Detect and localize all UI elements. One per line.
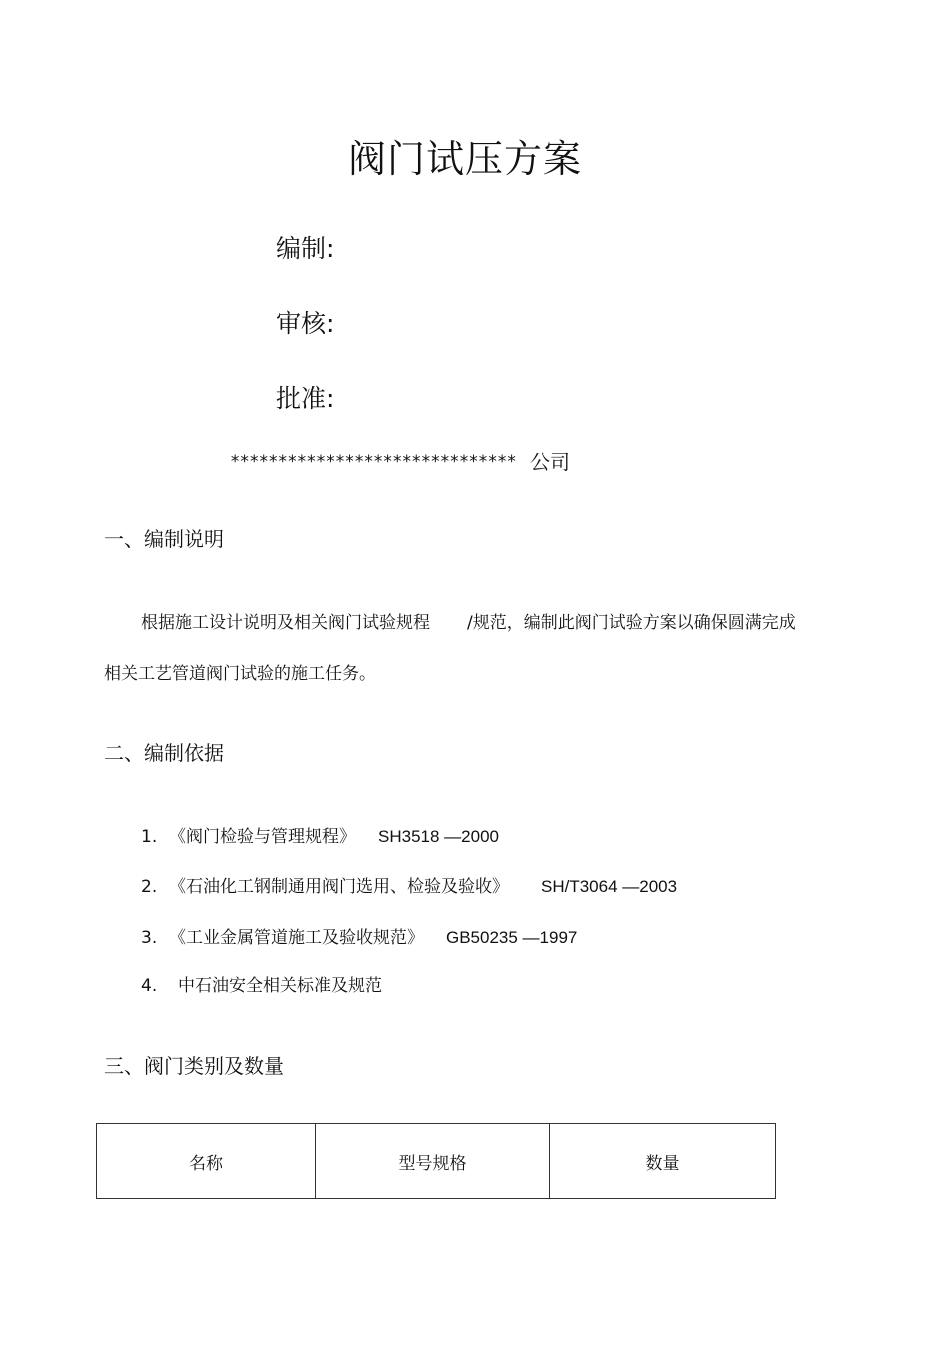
section-heading-3: 三、阀门类别及数量 [104,1054,284,1078]
reference-code: SH3518 —2000 [378,827,499,846]
reference-number: 3. [141,928,158,948]
reference-code: SH/T3064 —2003 [541,877,678,896]
reference-item [141,875,677,899]
company-name-placeholder: ****************************** [230,452,517,472]
paragraph-line-2: 相关工艺管道阀门试验的施工任务。 [104,664,376,684]
reference-title: 《工业金属管道施工及验收规范》 [169,928,424,948]
document-title: 阀门试压方案 [347,137,582,181]
reference-number: 4. [141,976,158,996]
reference-code: GB50235 —1997 [446,928,578,947]
paragraph-line-1b: /规范，编制此阀门试验方案以确保圆满完成 [467,613,796,633]
valve-table [96,1123,776,1199]
reference-item [141,926,577,950]
table-header-row [97,1124,776,1199]
section-heading-2: 二、编制依据 [104,741,224,765]
prepared-by-label: 编制: [276,234,335,263]
reference-title: 中石油安全相关标准及规范 [178,976,382,996]
reviewed-by-label: 审核: [276,309,335,338]
approved-by-label: 批准: [276,384,335,413]
reference-number: 1. [141,827,158,847]
company-suffix: 公司 [530,450,570,474]
column-header-spec: 型号规格 [316,1124,550,1199]
reference-item [141,974,382,998]
reference-title: 《阀门检验与管理规程》 [169,827,356,847]
reference-title: 《石油化工钢制通用阀门选用、检验及验收》 [169,877,509,897]
paragraph-line-1a: 根据施工设计说明及相关阀门试验规程 [141,613,430,633]
column-header-quantity: 数量 [550,1124,776,1199]
reference-number: 2. [141,877,158,897]
section-heading-1: 一、编制说明 [104,527,224,551]
column-header-name: 名称 [97,1124,316,1199]
reference-item [141,825,499,849]
